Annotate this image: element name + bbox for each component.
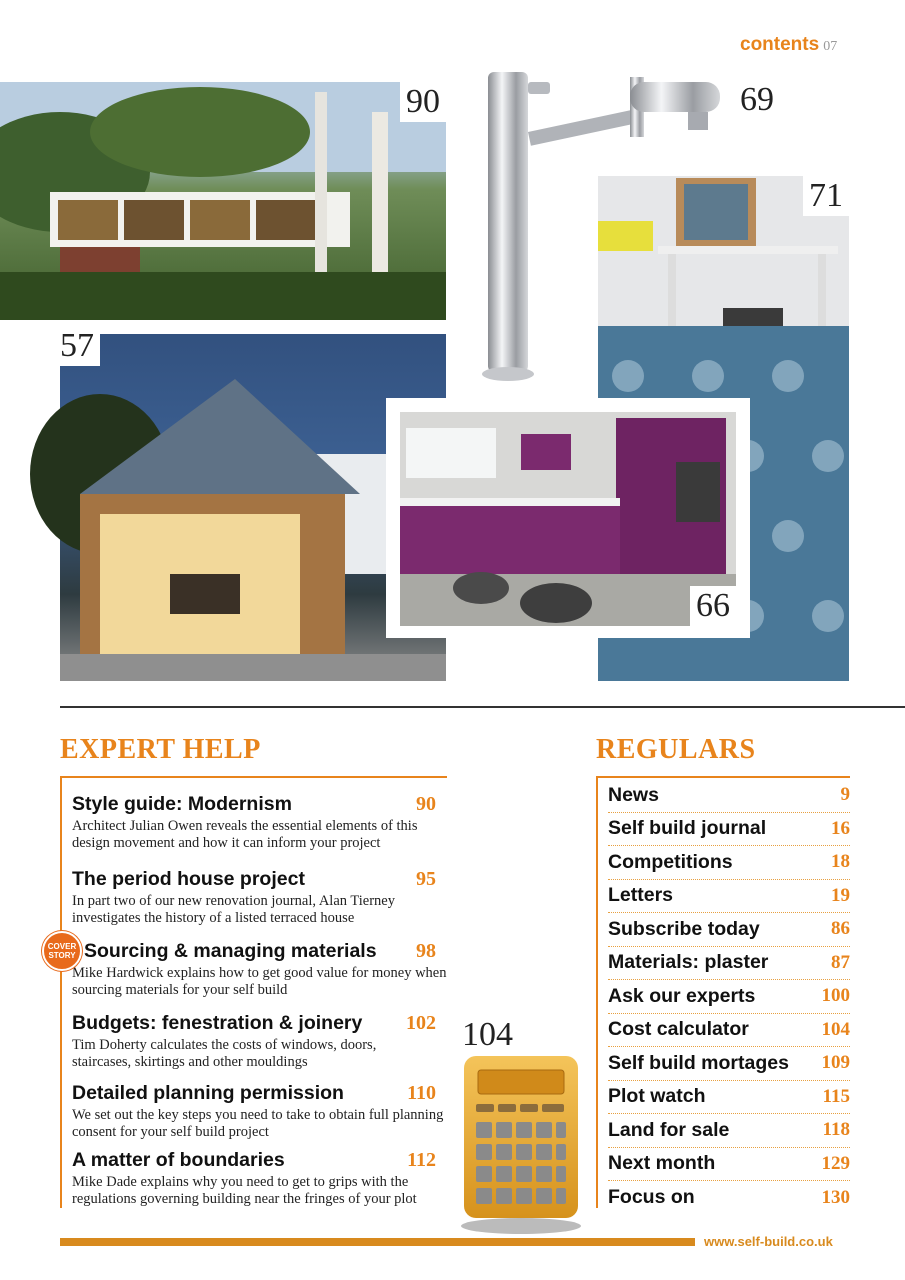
- regular-label: Next month: [608, 1152, 716, 1175]
- footer-rule: [60, 1238, 695, 1246]
- calculator-illustration: [456, 1054, 586, 1236]
- divider-rule: [60, 706, 905, 708]
- regular-label: Competitions: [608, 850, 733, 873]
- article-title: The period house project: [72, 868, 305, 890]
- regular-page: 100: [821, 985, 850, 1007]
- page-number: 07: [823, 39, 838, 54]
- modernism-house-illustration: [0, 82, 446, 320]
- photo-page-number: 90: [400, 82, 446, 122]
- article-desc: Mike Hardwick explains how to get good value for money when sourcing materials for your self build: [72, 965, 447, 998]
- regular-item[interactable]: [608, 880, 850, 914]
- calculator-icon[interactable]: [456, 1054, 586, 1236]
- article-page: 102: [406, 1012, 436, 1034]
- article-desc: In part two of our new renovation journal, Alan Tierney investigates the history of a listed terraced house: [72, 893, 395, 926]
- article-entry[interactable]: [72, 867, 448, 927]
- calculator-page-number: 104: [462, 1016, 513, 1053]
- photo-page-number: 57: [54, 326, 100, 366]
- photo-page-number: 69: [740, 81, 774, 118]
- regular-item[interactable]: [608, 779, 850, 813]
- article-entry[interactable]: [72, 1011, 448, 1071]
- article-title: A matter of boundaries: [72, 1149, 285, 1171]
- article-page: 90: [416, 793, 436, 815]
- regular-item[interactable]: [608, 1148, 850, 1182]
- regular-item[interactable]: [608, 1047, 850, 1081]
- running-header: [740, 34, 837, 56]
- article-desc: Architect Julian Owen reveals the essential elements of this design movement and how it can inform your project: [72, 818, 418, 851]
- article-page: 112: [407, 1149, 436, 1171]
- regular-item[interactable]: [608, 947, 850, 981]
- regular-label: News: [608, 783, 659, 806]
- article-entry[interactable]: [72, 792, 448, 852]
- regular-label: Materials: plaster: [608, 951, 769, 974]
- regulars-panel: [596, 776, 850, 1208]
- article-entry[interactable]: [72, 1081, 448, 1141]
- regular-page: 19: [831, 884, 850, 906]
- regular-item[interactable]: [608, 1081, 850, 1115]
- article-title: Budgets: fenestration & joinery: [72, 1012, 363, 1034]
- article-title: Detailed planning permission: [72, 1082, 344, 1104]
- regular-page: 9: [840, 784, 850, 806]
- regular-label: Subscribe today: [608, 917, 760, 940]
- regular-item[interactable]: [608, 1114, 850, 1148]
- regular-item[interactable]: [608, 913, 850, 947]
- regular-page: 87: [831, 951, 850, 973]
- article-desc: We set out the key steps you need to take to obtain full planning consent for your self build project: [72, 1107, 444, 1140]
- regular-page: 118: [822, 1119, 850, 1141]
- article-title: Sourcing & managing materials: [84, 940, 377, 962]
- regular-label: Focus on: [608, 1186, 695, 1209]
- regular-item[interactable]: [608, 980, 850, 1014]
- regular-label: Cost calculator: [608, 1018, 749, 1041]
- regular-label: Letters: [608, 884, 674, 907]
- article-page: 110: [407, 1082, 436, 1104]
- regular-page: 129: [821, 1152, 850, 1174]
- regular-page: 18: [831, 851, 850, 873]
- regulars-heading: REGULARS: [596, 734, 756, 765]
- photo-modernism-house[interactable]: [0, 82, 446, 320]
- photo-kitchen[interactable]: [386, 398, 750, 638]
- article-page: 95: [416, 868, 436, 890]
- footer-url[interactable]: www.self-build.co.uk: [704, 1234, 833, 1249]
- regular-item[interactable]: [608, 846, 850, 880]
- regular-label: Ask our experts: [608, 984, 756, 1007]
- expert-help-panel: [47, 776, 447, 1208]
- regular-item[interactable]: [608, 1181, 850, 1215]
- regular-page: 130: [821, 1186, 850, 1208]
- regular-label: Self build journal: [608, 817, 767, 840]
- cover-story-badge: COVER STORY: [42, 931, 82, 971]
- regular-item[interactable]: [608, 813, 850, 847]
- regular-page: 86: [831, 918, 850, 940]
- photo-page-number: 66: [690, 586, 736, 626]
- article-title: Style guide: Modernism: [72, 793, 292, 815]
- article-entry[interactable]: [72, 1148, 448, 1208]
- regular-label: Land for sale: [608, 1118, 730, 1141]
- regular-page: 109: [821, 1052, 850, 1074]
- section-label: contents: [740, 34, 820, 55]
- regular-page: 104: [821, 1018, 850, 1040]
- regular-page: 16: [831, 817, 850, 839]
- regular-item[interactable]: [608, 1014, 850, 1048]
- regular-label: Self build mortages: [608, 1051, 789, 1074]
- article-entry-cover-story[interactable]: [47, 939, 448, 999]
- photo-page-number: 71: [803, 176, 849, 216]
- article-desc: Tim Doherty calculates the costs of windows, doors, staircases, skirtings and other mouldings: [72, 1037, 377, 1070]
- expert-help-heading: EXPERT HELP: [60, 734, 261, 765]
- article-desc: Mike Dade explains why you need to get to grips with the regulations governing building near the fringes of your plot: [72, 1174, 417, 1207]
- regular-label: Plot watch: [608, 1085, 706, 1108]
- regular-page: 115: [822, 1085, 850, 1107]
- article-page: 98: [416, 940, 436, 962]
